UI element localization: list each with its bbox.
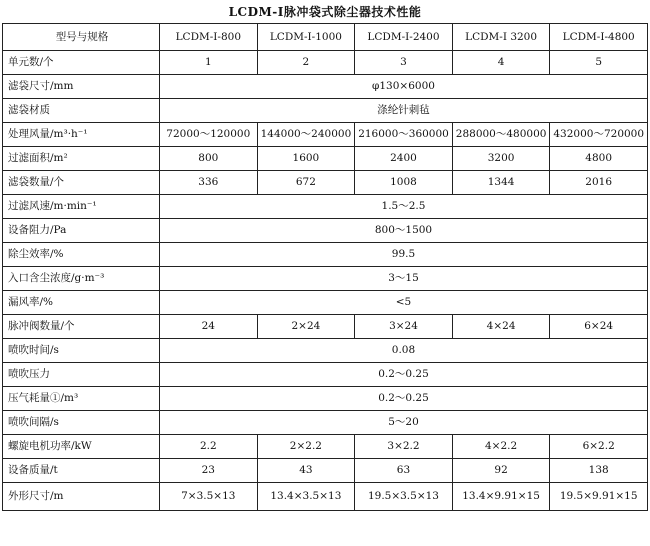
table-row <box>3 411 648 435</box>
cell: 1600 <box>257 147 355 171</box>
spanned-cell: 0.08 <box>160 339 648 363</box>
spanned-cell: 5～20 <box>160 411 648 435</box>
spec-table <box>2 23 648 511</box>
cell: 24 <box>160 315 258 339</box>
row-label: 喷吹压力 <box>3 363 160 387</box>
table-row <box>3 147 648 171</box>
cell: 800 <box>160 147 258 171</box>
cell: 5 <box>550 51 648 75</box>
row-label: 设备质量/t <box>3 459 160 483</box>
row-label: 外形尺寸/m <box>3 483 160 511</box>
table-row <box>3 75 648 99</box>
table-row <box>3 459 648 483</box>
cell: 2×2.2 <box>257 435 355 459</box>
cell: 72000～120000 <box>160 123 258 147</box>
row-label: 过滤风速/m·min⁻¹ <box>3 195 160 219</box>
table-title: LCDM-Ⅰ脉冲袋式除尘器技术性能 <box>228 5 422 19</box>
cell: 4×2.2 <box>452 435 550 459</box>
table-row <box>3 123 648 147</box>
cell: 23 <box>160 459 258 483</box>
model-header: LCDM-Ⅰ-4800 <box>550 24 648 51</box>
cell: 1 <box>160 51 258 75</box>
table-row <box>3 435 648 459</box>
table-row <box>3 291 648 315</box>
cell: 6×24 <box>550 315 648 339</box>
cell: 92 <box>452 459 550 483</box>
spanned-cell: <5 <box>160 291 648 315</box>
cell: 1008 <box>355 171 453 195</box>
table-row <box>3 315 648 339</box>
row-label: 滤袋材质 <box>3 99 160 123</box>
row-label: 单元数/个 <box>3 51 160 75</box>
cell: 3×24 <box>355 315 453 339</box>
cell: 13.4×3.5×13 <box>257 483 355 511</box>
cell: 6×2.2 <box>550 435 648 459</box>
row-label: 入口含尘浓度/g·m⁻³ <box>3 267 160 291</box>
cell: 138 <box>550 459 648 483</box>
cell: 3200 <box>452 147 550 171</box>
cell: 3 <box>355 51 453 75</box>
cell: 144000～240000 <box>257 123 355 147</box>
row-label: 脉冲阀数量/个 <box>3 315 160 339</box>
row-label: 漏风率/% <box>3 291 160 315</box>
header-row <box>3 24 648 51</box>
model-header: LCDM-Ⅰ-2400 <box>355 24 453 51</box>
row-label: 螺旋电机功率/kW <box>3 435 160 459</box>
cell: 19.5×3.5×13 <box>355 483 453 511</box>
cell: 1344 <box>452 171 550 195</box>
cell: 432000～720000 <box>550 123 648 147</box>
cell: 4×24 <box>452 315 550 339</box>
spanned-cell: φ130×6000 <box>160 75 648 99</box>
cell: 672 <box>257 171 355 195</box>
cell: 2.2 <box>160 435 258 459</box>
row-label: 设备阻力/Pa <box>3 219 160 243</box>
table-row <box>3 243 648 267</box>
cell: 63 <box>355 459 453 483</box>
table-row <box>3 51 648 75</box>
spanned-cell: 800～1500 <box>160 219 648 243</box>
cell: 19.5×9.91×15 <box>550 483 648 511</box>
spanned-cell: 0.2～0.25 <box>160 387 648 411</box>
cell: 2 <box>257 51 355 75</box>
table-row <box>3 99 648 123</box>
row-label: 压气耗量①/m³ <box>3 387 160 411</box>
model-header: LCDM-Ⅰ-800 <box>160 24 258 51</box>
spanned-cell: 3～15 <box>160 267 648 291</box>
model-header: LCDM-Ⅰ-1000 <box>257 24 355 51</box>
row-label: 滤袋尺寸/mm <box>3 75 160 99</box>
row-label: 喷吹时间/s <box>3 339 160 363</box>
spanned-cell: 0.2～0.25 <box>160 363 648 387</box>
table-row <box>3 483 648 511</box>
cell: 13.4×9.91×15 <box>452 483 550 511</box>
table-row <box>3 195 648 219</box>
table-row <box>3 339 648 363</box>
row-label: 滤袋数量/个 <box>3 171 160 195</box>
cell: 2400 <box>355 147 453 171</box>
table-row <box>3 267 648 291</box>
cell: 288000～480000 <box>452 123 550 147</box>
table-row <box>3 363 648 387</box>
cell: 216000～360000 <box>355 123 453 147</box>
cell: 2×24 <box>257 315 355 339</box>
table-row <box>3 387 648 411</box>
cell: 336 <box>160 171 258 195</box>
cell: 43 <box>257 459 355 483</box>
cell: 4800 <box>550 147 648 171</box>
header-label: 型号与规格 <box>3 24 160 51</box>
spanned-cell: 99.5 <box>160 243 648 267</box>
row-label: 喷吹间隔/s <box>3 411 160 435</box>
row-label: 除尘效率/% <box>3 243 160 267</box>
spanned-cell: 1.5～2.5 <box>160 195 648 219</box>
cell: 4 <box>452 51 550 75</box>
table-row <box>3 171 648 195</box>
cell: 3×2.2 <box>355 435 453 459</box>
cell: 2016 <box>550 171 648 195</box>
row-label: 处理风量/m³·h⁻¹ <box>3 123 160 147</box>
model-header: LCDM-Ⅰ 3200 <box>452 24 550 51</box>
table-row <box>3 219 648 243</box>
cell: 7×3.5×13 <box>160 483 258 511</box>
spanned-cell: 涤纶针刺毡 <box>160 99 648 123</box>
row-label: 过滤面积/m² <box>3 147 160 171</box>
